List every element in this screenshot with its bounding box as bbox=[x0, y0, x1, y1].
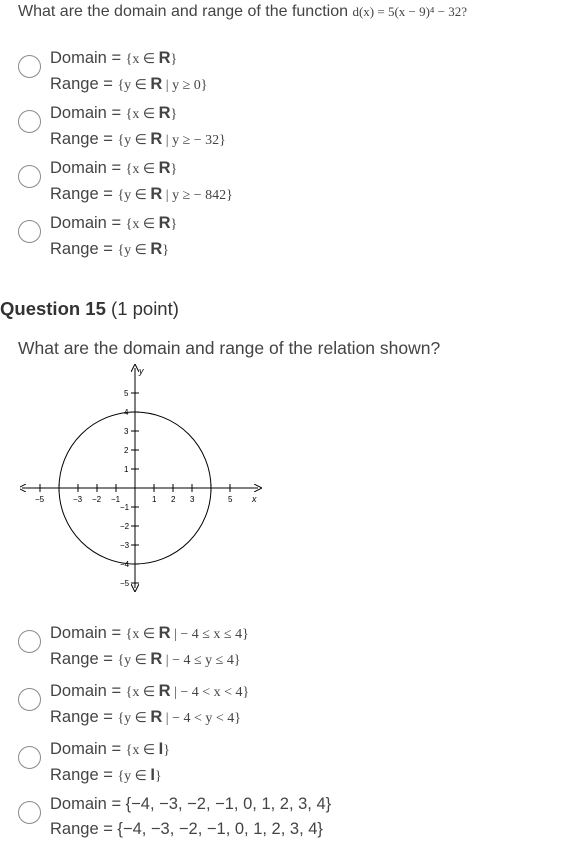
q14-option-3-text: Domain = {x ∈ R} Range = {y ∈ R | y ≥ − 842} bbox=[50, 159, 233, 203]
question-15-number: Question 15 bbox=[0, 298, 106, 319]
q15-option-3-radio[interactable] bbox=[18, 746, 41, 769]
q15-option-3-text: Domain = {x ∈ I} Range = {y ∈ I} bbox=[50, 740, 170, 784]
x-tick-label: 5 bbox=[228, 495, 233, 504]
q15-option-2-text: Domain = {x ∈ R | − 4 < x < 4} Range = {y ∈ R | − 4 < y < 4} bbox=[50, 682, 250, 726]
y-tick-label: 1 bbox=[124, 465, 129, 474]
x-tick-label: −1 bbox=[111, 495, 121, 504]
y-tick-label: −4 bbox=[120, 560, 130, 569]
q14-option-1-radio[interactable] bbox=[18, 55, 41, 78]
x-tick-label: 2 bbox=[171, 495, 176, 504]
q15-option-4[interactable] bbox=[18, 792, 331, 842]
y-tick-label: 2 bbox=[124, 446, 129, 455]
q14-option-1-text: Domain = {x ∈ R} Range = {y ∈ R | y ≥ 0} bbox=[50, 49, 208, 93]
q15-option-4-text: Domain = {−4, −3, −2, −1, 0, 1, 2, 3, 4} Range = {−4, −3, −2, −1, 0, 1, 2, 3, 4} bbox=[50, 795, 332, 838]
y-tick-label: −2 bbox=[120, 522, 130, 531]
x-tick-label: −5 bbox=[35, 495, 45, 504]
x-tick-label: 3 bbox=[190, 495, 195, 504]
q15-option-3[interactable] bbox=[18, 737, 170, 789]
q15-option-4-radio[interactable] bbox=[18, 801, 41, 824]
question-14-function: d(x) = 5(x − 9)⁴ − 32? bbox=[352, 4, 468, 19]
relation-graph bbox=[20, 362, 270, 592]
x-tick-label: −2 bbox=[92, 495, 102, 504]
x-tick-label: 1 bbox=[152, 495, 157, 504]
q14-option-2[interactable] bbox=[18, 101, 226, 153]
y-tick-label: −5 bbox=[120, 579, 130, 588]
q15-option-1[interactable] bbox=[18, 621, 249, 673]
y-tick-label: −1 bbox=[120, 503, 130, 512]
q14-option-4-radio[interactable] bbox=[18, 220, 41, 243]
q14-option-3-radio[interactable] bbox=[18, 165, 41, 188]
q14-option-1[interactable] bbox=[18, 46, 208, 98]
q15-option-1-text: Domain = {x ∈ R | − 4 ≤ x ≤ 4} Range = {y ∈ R | − 4 ≤ y ≤ 4} bbox=[50, 624, 249, 668]
question-14-prompt-text: What are the domain and range of the function bbox=[18, 3, 348, 20]
q14-option-2-text: Domain = {x ∈ R} Range = {y ∈ R | y ≥ − 32} bbox=[50, 104, 226, 148]
q15-option-2-radio[interactable] bbox=[18, 688, 41, 711]
q15-option-1-radio[interactable] bbox=[18, 630, 41, 653]
q14-option-4[interactable] bbox=[18, 211, 177, 263]
q14-option-3[interactable] bbox=[18, 156, 233, 208]
y-tick-label: 5 bbox=[124, 389, 129, 398]
y-tick-label: 4 bbox=[124, 408, 129, 417]
q14-option-4-text: Domain = {x ∈ R} Range = {y ∈ R} bbox=[50, 214, 178, 258]
question-15-points: (1 point) bbox=[111, 298, 179, 319]
q15-option-2[interactable] bbox=[18, 679, 249, 731]
y-axis-label: y bbox=[139, 366, 144, 376]
question-15-prompt: What are the domain and range of the relation shown? bbox=[18, 338, 441, 358]
y-tick-label: −3 bbox=[120, 541, 130, 550]
x-tick-label: −3 bbox=[73, 495, 83, 504]
question-14-prompt bbox=[18, 3, 467, 21]
question-15-header bbox=[0, 298, 179, 320]
x-axis-label: x bbox=[252, 494, 257, 504]
y-tick-label: 3 bbox=[124, 427, 129, 436]
q14-option-2-radio[interactable] bbox=[18, 110, 41, 133]
